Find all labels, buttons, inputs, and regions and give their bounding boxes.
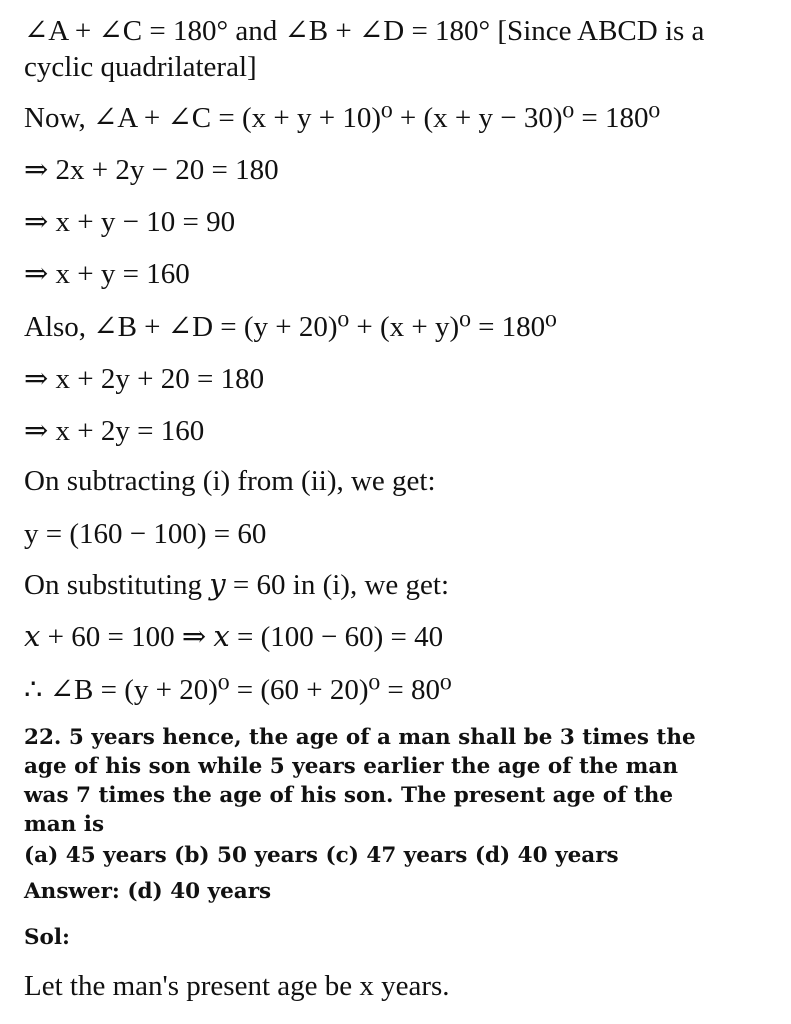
solution-line-12: On substituting 𝑦 = 60 in (i), we get: — [24, 569, 450, 601]
solution-line-9: ⇒ x + 2y = 160 — [24, 415, 205, 447]
sol-label: Sol: — [24, 925, 70, 950]
solution-line-2: cyclic quadrilateral] — [24, 51, 257, 83]
question-options: (a) 45 years (b) 50 years (c) 47 years (d) 40 years — [24, 843, 619, 868]
solution-line-14: ∴ ∠B = (y + 20)⁰ = (60 + 20)⁰ = 80⁰ — [24, 674, 452, 706]
solution-line-13: 𝑥 + 60 = 100 ⇒ 𝑥 = (100 − 60) = 40 — [24, 621, 444, 653]
question-line-2: age of his son while 5 years earlier the age of the man — [24, 754, 678, 779]
solution-line-4: ⇒ 2x + 2y − 20 = 180 — [24, 154, 279, 186]
solution-line-1: ∠A + ∠C = 180° and ∠B + ∠D = 180° [Since ABCD is a — [24, 15, 705, 47]
question-line-3: was 7 times the age of his son. The present age of the — [24, 783, 674, 808]
solution-line-6: ⇒ x + y = 160 — [24, 258, 190, 290]
solution-line-5: ⇒ x + y − 10 = 90 — [24, 206, 236, 238]
solution-line-11: y = (160 − 100) = 60 — [24, 518, 267, 550]
final-line: Let the man's present age be x years. — [24, 970, 450, 1002]
solution-line-10: On subtracting (i) from (ii), we get: — [24, 465, 436, 497]
answer-line: Answer: (d) 40 years — [24, 879, 272, 904]
question-line-4: man is — [24, 812, 105, 837]
solution-line-7: Also, ∠B + ∠D = (y + 20)⁰ + (x + y)⁰ = 180⁰ — [24, 311, 557, 343]
solution-line-3: Now, ∠A + ∠C = (x + y + 10)⁰ + (x + y − 30)⁰ = 180⁰ — [24, 102, 661, 134]
solution-line-8: ⇒ x + 2y + 20 = 180 — [24, 363, 265, 395]
question-line-1: 22. 5 years hence, the age of a man shall be 3 times the — [24, 725, 696, 750]
